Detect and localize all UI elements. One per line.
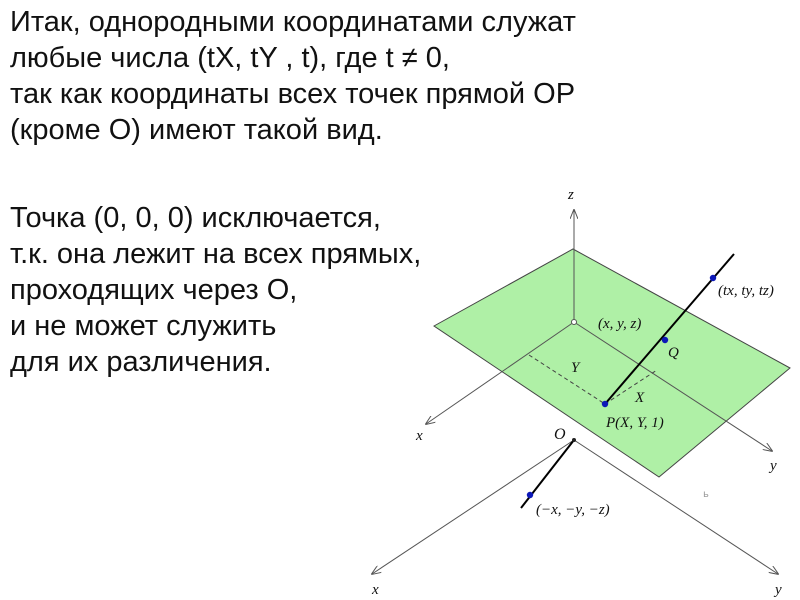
x-projection-label: X [635, 390, 645, 406]
z-axis-label: z [568, 187, 574, 203]
upper-x-axis-label: x [416, 428, 423, 444]
origin-line-2: т.к. она лежит на всех прямых, [10, 238, 422, 270]
origin-line-5: для их различения. [10, 346, 272, 378]
point-neg-label: (−x, −y, −z) [536, 502, 610, 518]
y-projection-label: Y [571, 360, 580, 376]
origin-point [572, 438, 576, 442]
intro-line-1: Итак, однородными координатами служат [10, 6, 576, 38]
watermark-glyph: ь [703, 489, 709, 500]
origin-line-3: проходящих через O, [10, 274, 298, 306]
point-p-label: P(X, Y, 1) [606, 415, 664, 431]
point-txtytz [710, 275, 716, 281]
plane-origin-point [572, 320, 577, 325]
lower-x-axis-label: x [372, 582, 379, 598]
upper-y-axis-label: y [770, 458, 777, 474]
intro-line-2: любые числа (tX, tY , t), где t ≠ 0, [10, 42, 450, 74]
point-p [602, 401, 608, 407]
origin-line-1: Точка (0, 0, 0) исключается, [10, 202, 381, 234]
point-xyz-label: (x, y, z) [598, 316, 642, 332]
intro-line-4: (кроме O) имеют такой вид. [10, 114, 383, 146]
point-txtytz-label: (tx, ty, tz) [718, 283, 774, 299]
point-q-label: Q [668, 345, 679, 361]
intro-line-3: так как координаты всех точек прямой OP [10, 78, 576, 110]
point-q [662, 337, 668, 343]
point-neg [527, 492, 533, 498]
origin-line-4: и не может служить [10, 310, 277, 342]
lower-y-axis-label: y [775, 582, 782, 598]
origin-label: O [554, 426, 566, 443]
